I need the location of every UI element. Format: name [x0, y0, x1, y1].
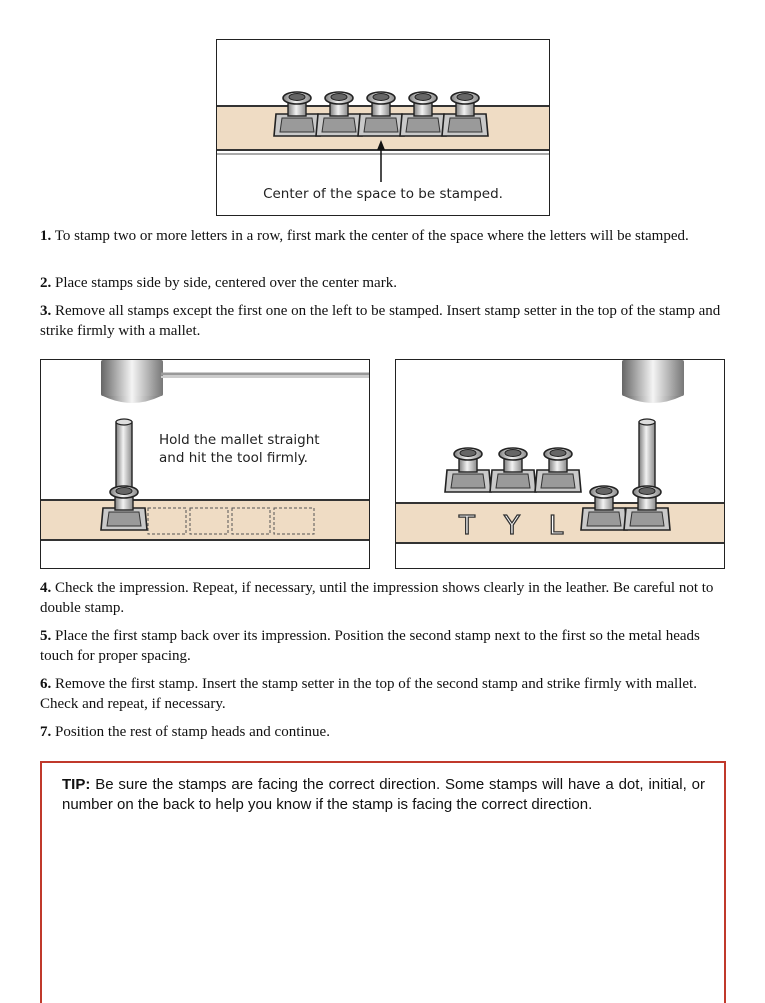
step-6: 6. Remove the first stamp. Insert the stamp setter in the top of the second stamp and strike firmly with mallet. Check and repeat, if necessary.: [40, 676, 697, 712]
mallet-icon: [622, 360, 684, 396]
stamp-icon: [400, 92, 446, 136]
stamp-icon: [535, 448, 581, 492]
stamp-icon: [442, 92, 488, 136]
stamp-icon: [581, 486, 627, 530]
figure1-caption: Center of the space to be stamped.: [263, 186, 503, 202]
figure-mallet-strike: [40, 359, 370, 569]
step-4: 4. Check the impression. Repeat, if necessary, until the impression shows clearly in the leather. Be careful not to double stamp.: [40, 580, 714, 616]
step-7: 7. Position the rest of stamp heads and continue.: [40, 724, 330, 740]
tip-text: [62, 775, 705, 815]
stamp-icon: [274, 92, 320, 136]
step-1: 1. To stamp two or more letters in a row, first mark the center of the space where the letters will be stamped.: [40, 228, 689, 244]
stamp-icon: [490, 448, 536, 492]
figure-sequential-stamping: [395, 359, 725, 569]
mallet-icon: [101, 360, 163, 396]
stamped-letter: T: [459, 511, 475, 541]
step-5: 5. Place the first stamp back over its impression. Position the second stamp next to the first so the metal heads touch for proper spacing.: [40, 628, 700, 664]
step-2: 2. Place stamps side by side, centered over the center mark.: [40, 275, 397, 291]
stamp-icon: [624, 486, 670, 530]
step-3: 3. Remove all stamps except the first one on the left to be stamped. Insert stamp setter in the top of the stamp and strike firmly with a mallet.: [40, 303, 721, 339]
stamp-icon: [316, 92, 362, 136]
tip-body: Be sure the stamps are facing the correct direction. Some stamps will have a dot, initial, or number on the back to help you know if the stamp is facing the correct direction.: [62, 776, 706, 813]
stamped-letter: L: [548, 511, 564, 541]
stamped-letter: Y: [504, 511, 520, 541]
stamp-icon: [445, 448, 491, 492]
figure-stamps-centered: [216, 39, 550, 216]
tip-label: TIP:: [62, 776, 91, 793]
stamp-icon: [101, 486, 147, 530]
figure2-caption-line1: Hold the mallet straight: [159, 432, 320, 448]
figure2-caption-line2: and hit the tool firmly.: [159, 450, 308, 466]
tip-box: [40, 761, 726, 1003]
stamp-icon: [358, 92, 404, 136]
